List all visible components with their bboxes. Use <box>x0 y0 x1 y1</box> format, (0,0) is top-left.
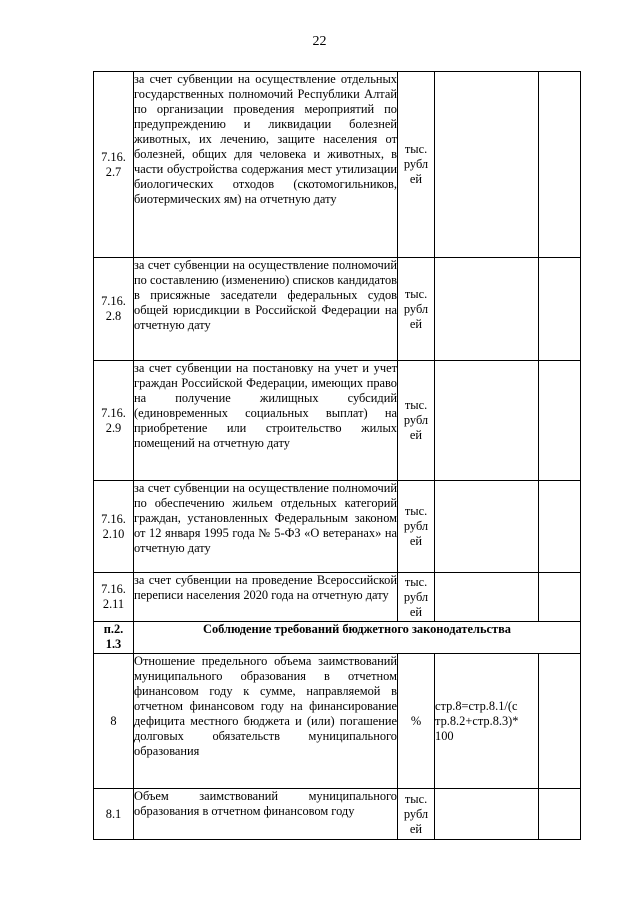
table-row <box>94 72 581 258</box>
row-number: 7.16. 2.7 <box>94 72 134 258</box>
table-row <box>94 258 581 361</box>
row-unit: тыс. рубл ей <box>398 258 435 361</box>
row-formula <box>435 72 539 258</box>
row-unit: тыс. рубл ей <box>398 481 435 573</box>
row-description: за счет субвенции на осуществление полномочий по составлению (изменению) списков кандидатов в присяжные заседатели федеральных судов общей юрисдикции в Российской Федерации на отчетную дату <box>134 258 398 361</box>
row-number: 8.1 <box>94 789 134 840</box>
row-value-cell <box>539 361 581 481</box>
section-row <box>94 622 581 654</box>
row-value-cell <box>539 258 581 361</box>
row-value-cell <box>539 573 581 622</box>
row-description: за счет субвенции на постановку на учет и учет граждан Российской Федерации, имеющих право на получение жилищных субсидий (единовременных социальных выплат) на приобретение или строительство жилых помещений на отчетную дату <box>134 361 398 481</box>
section-number: п.2. 1.3 <box>94 622 134 654</box>
row-number: 7.16. 2.8 <box>94 258 134 361</box>
row-description: Объем заимствований муниципального образования в отчетном финансовом году <box>134 789 398 840</box>
table-row <box>94 481 581 573</box>
row-formula <box>435 361 539 481</box>
section-title: Соблюдение требований бюджетного законодательства <box>134 622 581 654</box>
row-number: 7.16. 2.10 <box>94 481 134 573</box>
row-unit: % <box>398 654 435 789</box>
row-formula <box>435 573 539 622</box>
row-formula <box>435 481 539 573</box>
row-value-cell <box>539 789 581 840</box>
row-description: Отношение предельного объема заимствований муниципального образования в отчетном финансовом году к сумме, направляемой в отчетном финансовом году на финансирование дефицита местного бюджета и (или) погашение долговых обязательств муниципального образования <box>134 654 398 789</box>
row-formula: стр.8=стр.8.1/(с тр.8.2+стр.8.3)* 100 <box>435 654 539 789</box>
row-number: 7.16. 2.9 <box>94 361 134 481</box>
report-table <box>93 71 581 840</box>
table-row <box>94 789 581 840</box>
row-formula <box>435 789 539 840</box>
table-row <box>94 573 581 622</box>
row-description: за счет субвенции на проведение Всероссийской переписи населения 2020 года на отчетную дату <box>134 573 398 622</box>
page-number: 22 <box>312 34 327 49</box>
row-description: за счет субвенции на осуществление полномочий по обеспечению жильем отдельных категорий граждан, установленных Федеральным законом от 12 января 1995 года № 5-ФЗ «О ветеранах» на отчетную дату <box>134 481 398 573</box>
table-row <box>94 654 581 789</box>
table-row <box>94 361 581 481</box>
row-unit: тыс. рубл ей <box>398 789 435 840</box>
row-number: 8 <box>94 654 134 789</box>
row-number: 7.16. 2.11 <box>94 573 134 622</box>
row-value-cell <box>539 654 581 789</box>
row-value-cell <box>539 72 581 258</box>
row-description: за счет субвенции на осуществление отдельных государственных полномочий Республики Алтай по организации проведения мероприятий по предупреждению и ликвидации болезней животных, их лечению, защите населения от болезней, общих для человека и животных, в части обустройства содержания мест утилизации биологических отходов (скотомогильников, биотермических ям) на отчетную дату <box>134 72 398 258</box>
row-unit: тыс. рубл ей <box>398 573 435 622</box>
row-formula <box>435 258 539 361</box>
row-value-cell <box>539 481 581 573</box>
row-unit: тыс. рубл ей <box>398 361 435 481</box>
row-unit: тыс. рубл ей <box>398 72 435 258</box>
